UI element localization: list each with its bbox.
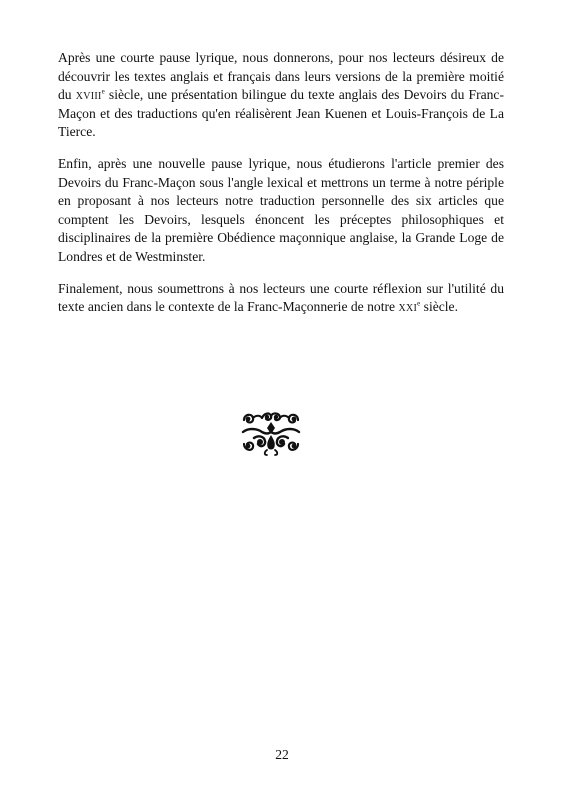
paragraph-1-text-start: Après une courte pause lyrique, nous donnerons, pour nos lecteurs désireux de découvrir les textes anglais et français dans leurs versions de la première moitié du [58,50,504,103]
century-numeral-21: xxi [398,299,418,315]
paragraph-bilingual-presentation [58,49,504,142]
floral-fleuron-ornament-icon [240,410,302,456]
paragraph-3-text-start: Finalement, nous soumettrons à nos lecteurs une courte réflexion sur l'utilité du texte ancien dans le contexte de la Franc-Maçonnerie de notre [58,280,504,315]
body-text [58,49,504,330]
paragraph-1-text-end: siècle, une présentation bilingue du texte anglais des Devoirs du Franc-Maçon et des traductions qu'en réalisèrent Jean Kuenen et Louis-François de La Tierce. [58,87,504,140]
century-numeral-18: xviii [75,87,102,103]
century-superscript-e: e [101,87,105,96]
paragraph-3-text-end: siècle. [420,299,458,315]
paragraph-lexical-study: Enfin, après une nouvelle pause lyrique, nous étudierons l'article premier des Devoirs du Franc-Maçon sous l'angle lexical et mettrons un terme à notre périple en proposant à nos lecteurs notre traduction personnelle des six articles que comptent les Devoirs, lesquels énoncent les préceptes philosophiques et disciplinaires de la première Obédience maçonnique anglaise, la Grande Loge de Londres et de Westminster. [58,155,504,264]
century-superscript-e: e [417,299,421,308]
page-number: 22 [275,747,289,762]
paragraph-final-reflection [58,280,504,317]
